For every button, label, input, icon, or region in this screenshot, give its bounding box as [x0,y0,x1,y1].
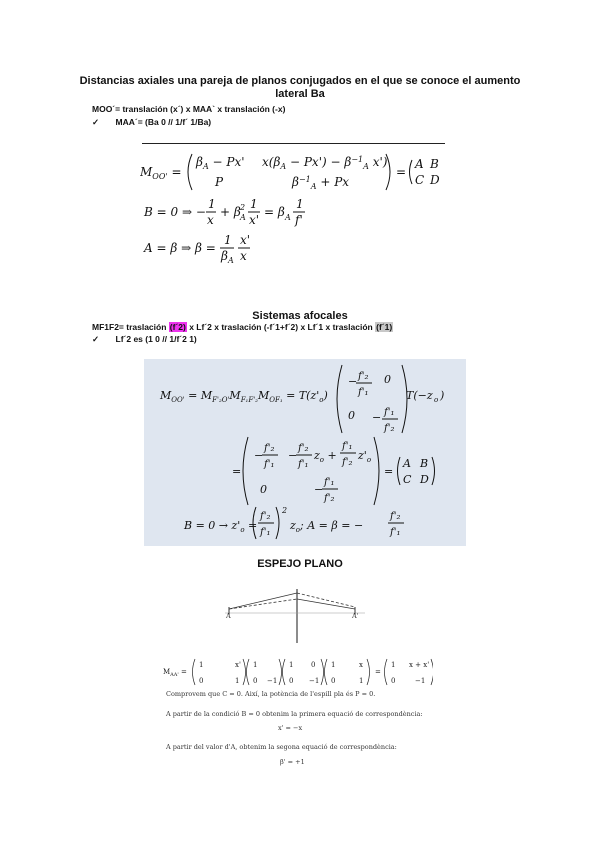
svg-text:2: 2 [282,506,288,515]
svg-text:f'₁: f'₁ [298,459,309,470]
mirror-eq-2: β' = +1 [280,758,305,766]
section2-check [92,334,197,345]
svg-text:zo +: $z_o$ + [314,449,337,464]
section2-formula-highlight-2: (f´1) [376,322,393,332]
svg-text:2: 2 [240,203,246,212]
svg-text:1: 1 [359,677,364,685]
svg-text:x: x [240,249,247,263]
svg-text:f'₂: f'₂ [358,371,369,382]
svg-text:A: A [285,213,291,222]
svg-text:1: 1 [296,197,304,211]
svg-text:f'₂: f'₂ [390,511,401,522]
svg-text:0: 0 [199,677,204,685]
svg-text:1: 1 [250,197,258,211]
section2-afocal-equations [144,359,466,546]
section2-formula-highlight-1: (f´2) [169,322,186,332]
svg-text:βA: $\beta_A$ [221,249,234,265]
svg-text:1: 1 [391,661,396,669]
svg-text:−1: −1 [415,677,426,685]
svg-text:βA − Px': $\beta_A - Px'$ [196,155,245,171]
section1-matrix-equation [140,148,440,196]
svg-text:−: − [348,375,358,388]
svg-text:f'₁: f'₁ [342,441,353,452]
svg-text:D: D [420,473,429,486]
svg-text:1: 1 [208,197,216,211]
svg-text:=: = [384,465,394,478]
svg-text:0: 0 [391,677,396,685]
svg-text:f'₂: f'₂ [342,457,353,468]
svg-text:1: 1 [289,661,294,669]
svg-text:o: o [434,396,439,404]
svg-text:P: P [215,175,224,189]
svg-text:C: C [403,473,412,486]
svg-text:B = 0 → z'o =: $B = 0 \to z'_o$ = [184,519,258,534]
svg-text:−: − [254,449,264,462]
svg-text:f'₁: f'₁ [260,527,271,538]
svg-text:0: 0 [311,661,316,669]
svg-text:B: B [430,157,439,171]
svg-text:f'₁: f'₁ [390,527,401,538]
svg-text:0: 0 [348,409,355,422]
svg-text:B = 0 ⇒ −: B = 0 ⇒ − [144,205,206,219]
svg-text:D: D [430,173,440,187]
svg-text:−: − [372,411,382,424]
svg-text:−1: −1 [309,677,320,685]
section1-check [92,117,211,128]
section2-title: Sistemas afocales [252,310,348,322]
section1-title-line2: lateral Ba [275,88,325,100]
svg-text:MAA' =: $M_{AA'}$ = [163,668,187,678]
diagram-label-a-prime: A' [352,612,359,620]
section2-shaded-box [144,359,466,546]
svg-text:A: A [240,213,246,222]
section2-check-text: Lf´2 es (1 0 // 1/f´2 1) [115,334,197,344]
svg-text:0: 0 [260,483,267,496]
svg-text:−: − [288,449,298,462]
svg-text:x(βA − Px') − β−1A x'): $x(\beta_A - Px') - \beta^{-1}_A$ x') [262,155,388,171]
svg-text:=: = [232,465,242,478]
svg-text:f'₁: f'₁ [358,387,369,398]
svg-text:x': x' [249,213,260,227]
section2-formula [92,322,393,332]
svg-text:f'₂: f'₂ [298,443,309,454]
section1-title-line1: Distancias axiales una pareja de planos conjugados en el que se conoce el aumento [79,75,521,87]
svg-text:0: 0 [331,677,336,685]
mirror-matrix-product [163,655,433,689]
mirror-text-3: A partir del valor d'A, obtenim la segona equació de correspondència: [166,743,397,751]
svg-text:+ β: + β [220,205,241,219]
svg-text:0: 0 [253,677,258,685]
svg-text:A = β ⇒ β =: A = β ⇒ β = [144,241,216,255]
svg-text:MOO' = MF'₂O'MF₁F'₂MOF₁ = T(z': $M_{OO'} = M_{F'_2O'}M_{F_1F'_2}M_{OF_1} = T(z'_o)$ [160,389,328,404]
plane-mirror-diagram [215,585,375,645]
svg-text:f'₂: f'₂ [264,443,275,454]
svg-text:zo; A = β = −: $z_o$; A = β = − [290,519,364,534]
svg-text:−1: −1 [267,677,278,685]
svg-text:MOO' =: $M_{OO'}$ = [140,165,182,181]
svg-text:f'₁: f'₁ [264,459,275,470]
svg-text:T(−z: T(−z [406,389,433,402]
section1-check-text: MAA´= (Ba 0 // 1/f´ 1/Ba) [115,117,212,127]
section1-formula: MOO´= translación (x´) x MAA` x translación (-x) [92,104,286,114]
svg-text:1: 1 [199,661,204,669]
section1-title [60,75,540,101]
svg-text:A: A [403,457,411,470]
mirror-text-2: A partir de la condició B = 0 obtenim la primera equació de correspondència: [166,710,423,718]
svg-text:x: x [207,213,214,227]
svg-text:−: − [314,483,324,496]
svg-text:1: 1 [235,677,240,685]
svg-text:=: = [375,668,381,676]
svg-text:= β: = β [264,205,285,219]
diagram-label-a: A [226,612,231,620]
checkmark-icon: ✓ [92,117,100,127]
svg-text:1: 1 [331,661,336,669]
section1-rule [142,143,445,144]
svg-text:f'₁: f'₁ [384,407,395,418]
svg-text:f'₂: f'₂ [260,511,271,522]
svg-text:x + x': x + x' [409,661,430,669]
svg-text:f'₂: f'₂ [324,493,335,504]
section3-title: ESPEJO PLANO [257,558,343,570]
section2-formula-mid: x Lf´2 x traslación (-f´1+f´2) x Lf´1 x traslación [189,322,373,332]
svg-text:0: 0 [384,373,391,386]
mirror-text-1: Comprovem que C = 0. Així, la potència de l'espill pla és P = 0. [166,690,376,698]
svg-text:z'o: $z'_o$ [358,449,372,464]
svg-text:x: x [359,661,363,669]
svg-text:f'₁: f'₁ [324,477,335,488]
svg-text:): ) [440,389,445,402]
svg-text:f': f' [295,213,303,227]
section1-conditions [140,196,360,266]
svg-text:1: 1 [253,661,258,669]
checkmark-icon: ✓ [92,334,100,344]
svg-text:0: 0 [289,677,294,685]
mirror-eq-1: x' = −x [278,724,303,732]
svg-text:B: B [420,457,429,470]
svg-text:=: = [396,165,407,179]
svg-text:x': x' [235,661,241,669]
svg-text:x': x' [240,233,251,247]
svg-text:A: A [415,157,424,171]
svg-text:C: C [415,173,425,187]
svg-text:f'₂: f'₂ [384,423,395,434]
svg-text:1: 1 [224,233,232,247]
svg-text:β−1A + Px: $\beta^{-1}_A + Px$ [292,175,350,191]
section2-formula-prefix: MF1F2= traslación [92,322,167,332]
